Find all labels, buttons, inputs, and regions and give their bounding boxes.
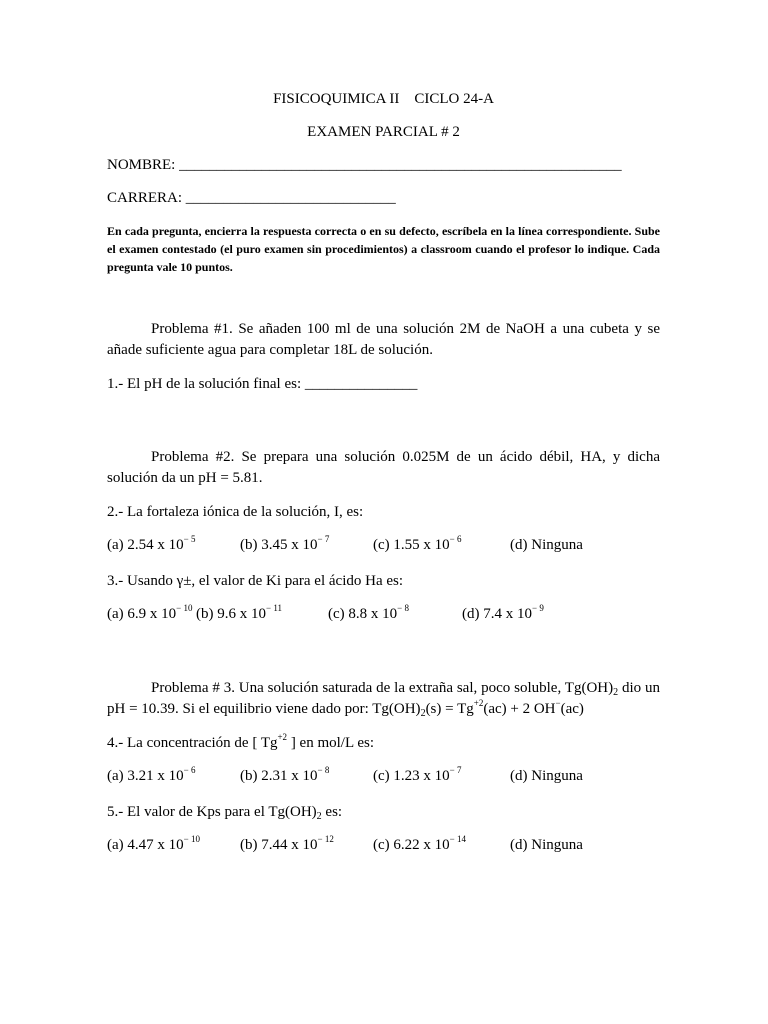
question-2: 2.- La fortaleza iónica de la solución, I, es: xyxy=(107,504,364,520)
cycle-label: CICLO 24-A xyxy=(414,91,494,107)
question-1[interactable]: 1.- El pH de la solución final es: _______________ xyxy=(107,376,418,392)
q3-option-c[interactable]: (c) 8.8 x $10^{- 8}$ xyxy=(328,603,409,622)
exam-header xyxy=(107,90,660,111)
problem-2-statement: Problema #2. Se prepara una solución 0.025M de un ácido débil, HA, y dicha solución da un pH = 5.81. xyxy=(107,449,660,486)
question-2-options xyxy=(107,534,660,558)
question-4: 4.- La concentración de [ $Tg^{+2}$ ] en mol/L es: xyxy=(107,732,374,751)
nombre-field[interactable] xyxy=(107,156,660,177)
nombre-label: NOMBRE: xyxy=(107,157,176,173)
exam-page xyxy=(107,90,660,858)
q4-option-d[interactable]: (d) Ninguna xyxy=(510,768,583,784)
q4-option-c[interactable]: (c) 1.23 x $10^{- 7}$ xyxy=(373,765,462,784)
q5-option-b[interactable]: (b) 7.44 x $10^{- 12}$ xyxy=(240,834,334,853)
problem-3-statement: Problema # 3. Una solución saturada de la extraña sal, poco soluble, $Tg(OH)_2$ dio un pH = 10.39. Si el equilibrio viene dado por: $Tg(OH)_2(s) = Tg^{+2}(ac) + 2$ OH−(ac) xyxy=(107,680,660,719)
exam-title: EXAMEN PARCIAL # 2 xyxy=(307,124,460,140)
q3-option-a[interactable]: (a) 6.9 x $10^{- 10}$ xyxy=(107,603,193,622)
q5-option-d[interactable]: (d) Ninguna xyxy=(510,837,583,853)
course-name: FISICOQUIMICA II xyxy=(273,91,400,107)
problem-1-statement: Problema #1. Se añaden 100 ml de una solución 2M de NaOH a una cubeta y se añade suficiente agua para completar 18L de solución. xyxy=(107,321,660,358)
question-5-options xyxy=(107,834,660,858)
carrera-field[interactable] xyxy=(107,189,660,210)
question-5: 5.- El valor de Kps para el $Tg(OH)_2$ es: xyxy=(107,804,343,822)
instructions: En cada pregunta, encierra la respuesta correcta o en su defecto, escríbela en la línea correspondiente. Sube el examen contestado (el puro examen sin procedimientos) a classroom cuando el profesor lo indique. Cada pregunta vale 10 puntos. xyxy=(107,224,660,274)
q5-option-c[interactable]: (c) 6.22 x $10^{- 14}$ xyxy=(373,834,466,853)
q3-option-b[interactable]: (b) 9.6 x $10^{- 11}$ xyxy=(196,603,282,622)
nombre-line[interactable]: ___________________________________________________________ xyxy=(179,157,622,173)
q2-option-a[interactable]: (a) 2.54 x $10^{- 5}$ xyxy=(107,534,196,553)
carrera-line[interactable]: ____________________________ xyxy=(185,190,396,206)
question-4-options xyxy=(107,765,660,789)
q4-option-a[interactable]: (a) 3.21 x $10^{- 6}$ xyxy=(107,765,196,784)
q3-option-d[interactable]: (d) 7.4 x $10^{- 9}$ xyxy=(462,603,544,622)
q5-option-a[interactable]: (a) 4.47 x $10^{- 10}$ xyxy=(107,834,200,853)
q2-option-d[interactable]: (d) Ninguna xyxy=(510,537,583,553)
q4-option-b[interactable]: (b) 2.31 x $10^{- 8}$ xyxy=(240,765,330,784)
carrera-label: CARRERA: xyxy=(107,190,183,206)
q2-option-c[interactable]: (c) 1.55 x $10^{- 6}$ xyxy=(373,534,462,553)
question-3: 3.- Usando γ±, el valor de Ki para el ácido Ha es: xyxy=(107,573,404,589)
question-3-options xyxy=(107,603,660,627)
q2-option-b[interactable]: (b) 3.45 x $10^{- 7}$ xyxy=(240,534,330,553)
